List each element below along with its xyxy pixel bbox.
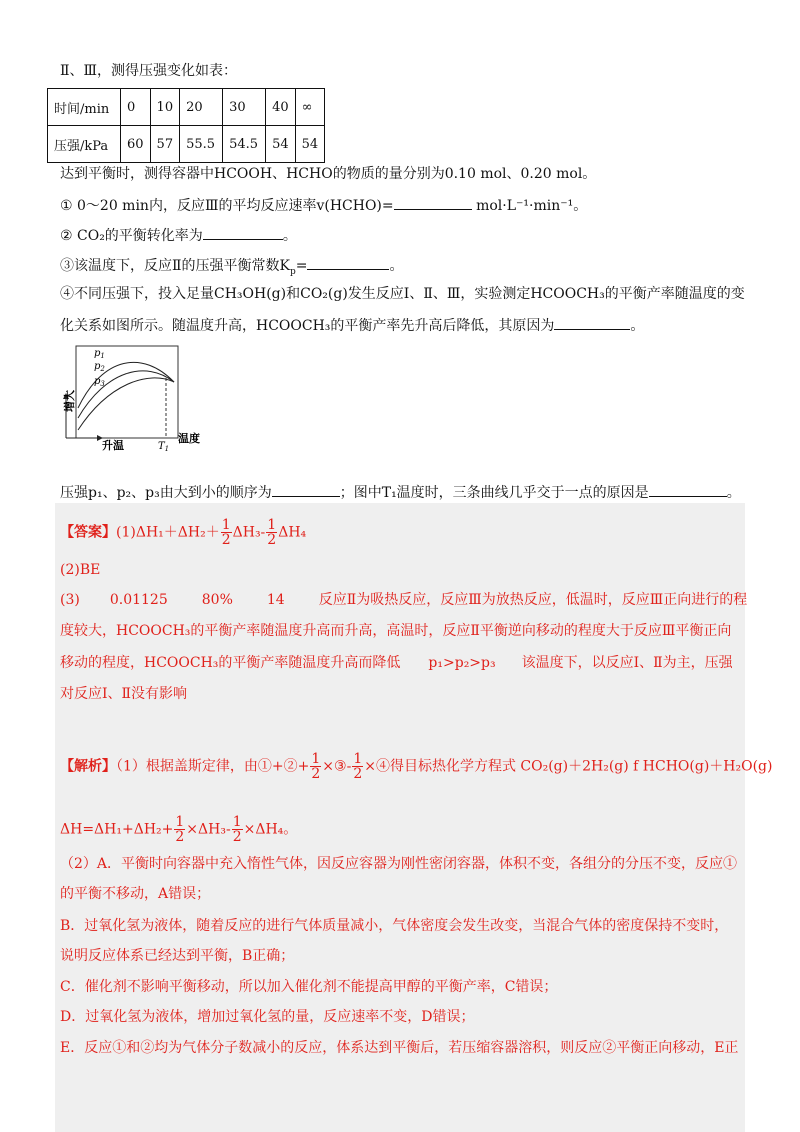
fraction: $\frac{1}{2}$ bbox=[311, 751, 321, 782]
question-4-end: 。 bbox=[630, 318, 645, 334]
yield-temperature-figure bbox=[58, 340, 218, 460]
analysis-text: ×ΔH₄。 bbox=[243, 821, 298, 838]
analysis-text: ΔH=ΔH₁+ΔH₂+ bbox=[60, 821, 174, 838]
curve-label-p1: $p_1$ bbox=[94, 348, 105, 360]
answer-3-line1 bbox=[60, 591, 747, 609]
answer-3-line3 bbox=[60, 654, 733, 672]
fraction: $\frac{1}{2}$ bbox=[232, 814, 242, 845]
fraction: $\frac{1}{2}$ bbox=[175, 814, 185, 845]
analysis-2-line6: D．过氧化氢为液体，增加过氧化氢的量，反应速率不变，D错误； bbox=[60, 1009, 475, 1025]
answer-3-order: p₁>p₂>p₃ bbox=[428, 655, 496, 671]
answer-blank bbox=[554, 315, 630, 330]
question-1-unit: mol·L⁻¹·min⁻¹。 bbox=[471, 198, 588, 214]
table-row bbox=[48, 89, 325, 126]
answer-blank bbox=[307, 255, 389, 270]
table-cell: 30 bbox=[223, 89, 266, 126]
curve-p3 bbox=[78, 378, 174, 430]
analysis-1-line2 bbox=[60, 815, 297, 844]
analysis-2-line2: 的平衡不移动，A错误； bbox=[60, 886, 211, 902]
answer-tag: 【答案】 bbox=[60, 524, 116, 541]
question-final-end: 。 bbox=[726, 485, 741, 501]
answer-blank bbox=[649, 482, 727, 497]
table-cell: 54 bbox=[266, 126, 296, 163]
analysis-2-line3: B．过氧化氢为液体，随着反应的进行气体质量减小，气体密度会发生改变，当混合气体的密度保持不变时， bbox=[60, 918, 729, 934]
table-cell: 54 bbox=[295, 126, 325, 163]
answer-blank bbox=[203, 225, 283, 240]
analysis-text: ×③- bbox=[322, 758, 352, 775]
question-1 bbox=[60, 195, 587, 215]
answer-3-reason: 反应Ⅱ为吸热反应，反应Ⅲ为放热反应，低温时，反应Ⅲ正向进行的程 bbox=[318, 592, 748, 608]
answer-3-line2: 度较大，HCOOCH₃的平衡产率随温度升高而升高，高温时，反应Ⅱ平衡逆向移动的程度大于反应Ⅲ平衡正向 bbox=[60, 623, 732, 639]
answer-1-mid: ΔH₃- bbox=[232, 524, 266, 541]
pressure-table bbox=[47, 88, 325, 163]
table-header-time: 时间/min bbox=[48, 89, 121, 126]
question-3-end: 。 bbox=[389, 258, 404, 274]
answer-3-conversion: 80% bbox=[201, 592, 233, 608]
x-axis-name: 温度 bbox=[178, 432, 200, 445]
question-final bbox=[60, 482, 741, 502]
answer-3-reason: 该温度下，以反应Ⅰ、Ⅱ为主，压强 bbox=[521, 655, 733, 671]
table-cell: 54.5 bbox=[223, 126, 266, 163]
answer-1-prefix: (1)ΔH₁＋ΔH₂＋ bbox=[116, 524, 220, 541]
answer-3-line4: 对反应Ⅰ、Ⅱ没有影响 bbox=[60, 686, 188, 702]
fraction: $\frac{1}{2}$ bbox=[353, 751, 363, 782]
plot-frame bbox=[76, 346, 178, 438]
question-3-sub: p bbox=[289, 266, 296, 277]
analysis-text: ×ΔH₃- bbox=[186, 821, 231, 838]
question-4-line1: ④不同压强下，投入足量CH₃OH(g)和CO₂(g)发生反应Ⅰ、Ⅱ、Ⅲ，实验测定HCOOCH₃的平衡产率随温度的变 bbox=[60, 286, 745, 302]
answer-1 bbox=[60, 518, 306, 547]
table-cell: 55.5 bbox=[180, 126, 223, 163]
answer-3-label: (3) bbox=[60, 592, 80, 608]
table-cell: 20 bbox=[180, 89, 223, 126]
question-3-text: ③该温度下，反应Ⅱ的压强平衡常数K bbox=[60, 258, 290, 274]
analysis-tag: 【解析】 bbox=[60, 758, 116, 775]
table-cell: ∞ bbox=[295, 89, 325, 126]
analysis-2-line7: E．反应①和②均为气体分子数减小的反应，体系达到平衡后，若压缩容器溶积，则反应②平衡正向移动，E正 bbox=[60, 1040, 739, 1056]
answer-2: (2)BE bbox=[60, 562, 101, 578]
question-4-line2 bbox=[60, 315, 644, 335]
table-header-pressure: 压强/kPa bbox=[48, 126, 121, 163]
table-cell: 40 bbox=[266, 89, 296, 126]
answer-1-end: ΔH₄ bbox=[278, 524, 307, 541]
question-4-text: 化关系如图所示。随温度升高，HCOOCH₃的平衡产率先升高后降低，其原因为 bbox=[60, 318, 555, 334]
table-cell: 10 bbox=[150, 89, 180, 126]
answer-blank bbox=[394, 195, 472, 210]
answer-blank bbox=[272, 482, 340, 497]
table-cell: 57 bbox=[150, 126, 180, 163]
question-2-text: ② CO₂的平衡转化率为 bbox=[60, 228, 203, 244]
question-intro: 达到平衡时，测得容器中HCOOH、HCHO的物质的量分别为0.10 mol、0.20 mol。 bbox=[60, 166, 597, 182]
table-cell: 60 bbox=[121, 126, 151, 163]
question-3-eq: = bbox=[295, 258, 308, 274]
analysis-text: ×④得目标热化学方程式 CO₂(g)＋2H₂(g) f HCHO(g)＋H₂O(g) bbox=[364, 758, 773, 775]
y-axis-label: 增大 bbox=[63, 390, 76, 412]
question-1-text: ① 0～20 min内，反应Ⅲ的平均反应速率v(HCHO)= bbox=[60, 198, 394, 214]
analysis-2-line1: （2）A．平衡时向容器中充入惰性气体，因反应容器为刚性密闭容器，体积不变，各组分的分压不变，反应① bbox=[60, 856, 738, 872]
answer-3-rate: 0.01125 bbox=[109, 592, 168, 608]
analysis-1-line1 bbox=[60, 752, 772, 781]
analysis-2-line5: C．催化剂不影响平衡移动，所以加入催化剂不能提高甲醇的平衡产率，C错误； bbox=[60, 979, 558, 995]
curve-label-p2: $p_2$ bbox=[94, 361, 105, 373]
table-cell: 0 bbox=[121, 89, 151, 126]
answer-3-kp: 14 bbox=[266, 592, 285, 608]
question-2-end: 。 bbox=[282, 228, 297, 244]
answer-3-reason: 移动的程度，HCOOCH₃的平衡产率随温度升高而降低 bbox=[60, 655, 401, 671]
fraction: $\frac{1}{2}$ bbox=[267, 517, 277, 548]
x-axis-label: 升温 bbox=[102, 439, 124, 452]
question-final-b: ；图中T₁温度时，三条曲线几乎交于一点的原因是 bbox=[339, 485, 649, 501]
analysis-2-line4: 说明反应体系已经达到平衡，B正确； bbox=[60, 948, 295, 964]
t1-label: $T_1$ bbox=[158, 441, 170, 453]
intro-text: Ⅱ、Ⅲ，测得压强变化如表： bbox=[60, 63, 238, 79]
table-row bbox=[48, 126, 325, 163]
question-3 bbox=[60, 255, 403, 275]
analysis-text: （1）根据盖斯定律，由①+②+ bbox=[116, 758, 310, 775]
question-2 bbox=[60, 225, 297, 245]
fraction: $\frac{1}{2}$ bbox=[221, 517, 231, 548]
curve-label-p3: $p_3$ bbox=[94, 376, 105, 388]
question-final-a: 压强p₁、p₂、p₃由大到小的顺序为 bbox=[60, 485, 272, 501]
